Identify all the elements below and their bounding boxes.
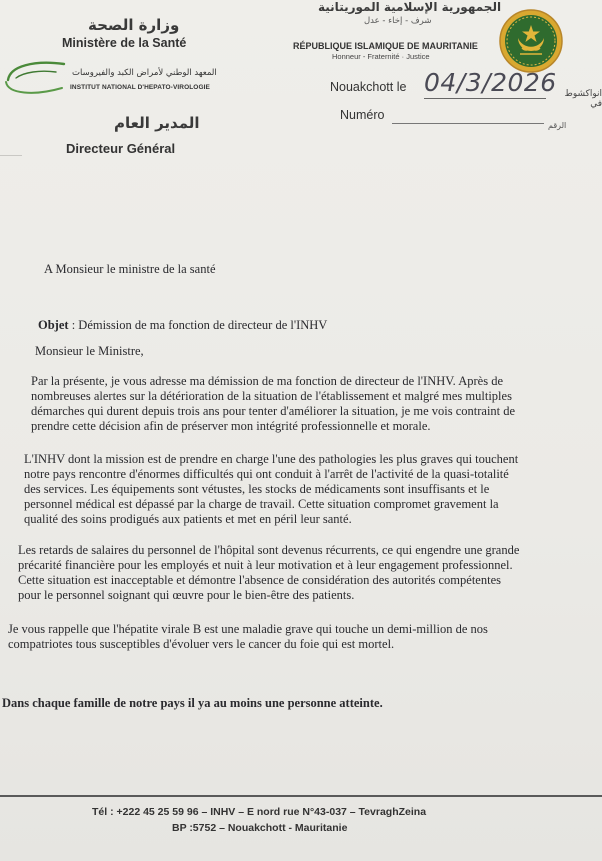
footer-divider bbox=[0, 795, 602, 797]
date-line bbox=[424, 98, 546, 99]
institute-logo-icon bbox=[4, 58, 68, 98]
reference-number-line bbox=[392, 123, 544, 124]
footer-contact: Tél : +222 45 25 59 96 – INHV – E nord rue N°43-037 – TevraghZeina bbox=[92, 806, 427, 818]
motto-french: Honneur - Fraternité · Justice bbox=[332, 52, 430, 61]
subject-line bbox=[38, 318, 327, 333]
institute-name-arabic: المعهد الوطني لأمراض الكبد والفيروسات bbox=[72, 68, 217, 78]
footer-postal-box: BP :5752 – Nouakchott - Mauritanie bbox=[172, 822, 348, 834]
paragraph-closing-statement: Dans chaque famille de notre pays il ya au moins une personne atteinte. bbox=[2, 696, 383, 710]
subject-label: Objet bbox=[38, 318, 69, 332]
ministry-name-french: Ministère de la Santé bbox=[62, 36, 187, 50]
motto-arabic: شرف - إخاء - عدل bbox=[364, 16, 432, 26]
place-label-arabic: انواكشوط في bbox=[564, 89, 602, 109]
handwritten-date: 04/3/2026 bbox=[424, 68, 557, 97]
salutation: Monsieur le Ministre, bbox=[35, 344, 144, 358]
reference-number-label-arabic: الرقم bbox=[548, 121, 567, 130]
paragraph-hepatitis-b: Je vous rappelle que l'hépatite virale B est une maladie grave qui touche un demi-million de nos compatriotes tous susceptibles d'évoluer vers le cancer du foie qui est mortel. bbox=[8, 622, 488, 651]
recipient-line: A Monsieur le ministre de la santé bbox=[44, 262, 216, 276]
paragraph-resignation: Par la présente, je vous adresse ma démission de ma fonction de directeur de l'INHV. Après de nombreuses alertes sur la détérioration de la situation de l'établissement et malgré mes multiples démarches qui durent depuis trois ans pour tenter d'améliorer la situation, je me vois contraint de prendre cette décision afin de préserver mon intégrité professionnelle et morale. bbox=[31, 374, 516, 433]
republic-name-french: RÉPUBLIQUE ISLAMIQUE DE MAURITANIE bbox=[293, 41, 478, 51]
paragraph-salary-delays: Les retards de salaires du personnel de l'hôpital sont devenus récurrents, ce qui engendre une grande précarité financière pour les employés et nuit à leur motivation et à leur engagement professionnel. Cette situation est inacceptable et démontre l'absence de considération des autorités compétentes pour le personnel soignant qui œuvre pour le bien-être des patients. bbox=[18, 543, 520, 602]
ministry-name-arabic: وزارة الصحة bbox=[88, 16, 180, 34]
director-title-french: Directeur Général bbox=[66, 141, 176, 156]
place-label: Nouakchott le bbox=[330, 80, 407, 94]
subject-text: : Démission de ma fonction de directeur de l'INHV bbox=[68, 318, 328, 332]
paragraph-institute-situation: L'INHV dont la mission est de prendre en charge l'une des pathologies les plus graves qui touchent notre pays rencontre d'énormes difficultés qui ont conduit à l'arrêt de l'activité de la quasi-totalité des services. Les équipements sont vétustes, les stocks de médicaments sont insuffisants et le personnel médical est dépassé par la charge de travail. Cette situation compromet gravement la qualité des soins prodigués aux patients et met en péril leur santé. bbox=[24, 452, 519, 526]
divider bbox=[0, 155, 22, 156]
institute-name-french: INSTITUT NATIONAL D'HEPATO-VIROLOGIE bbox=[70, 84, 210, 91]
reference-number-label: Numéro bbox=[340, 108, 385, 122]
national-seal-icon bbox=[498, 8, 564, 74]
republic-name-arabic: الجمهورية الإسلامية الموريتانية bbox=[318, 0, 502, 14]
director-title-arabic: المدير العام bbox=[114, 114, 200, 132]
